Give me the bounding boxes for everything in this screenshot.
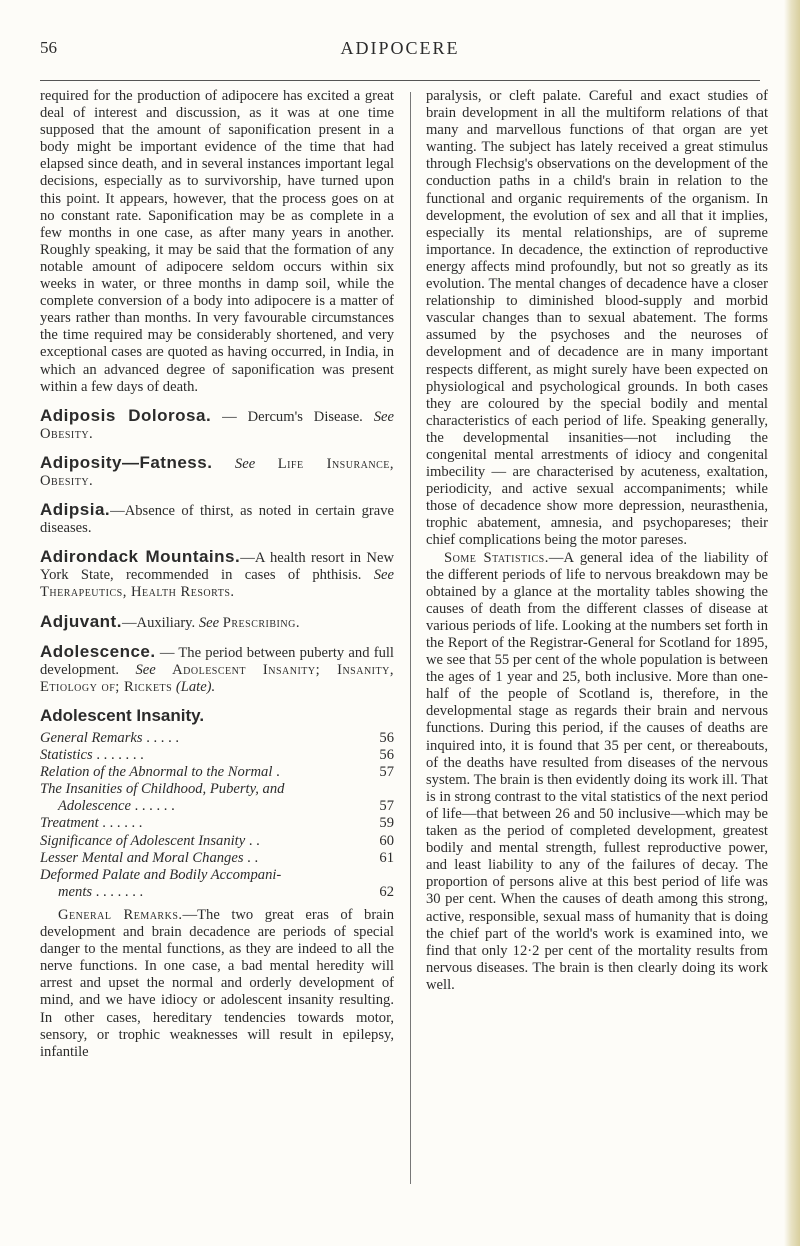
section-heading: Adolescent Insanity. — [40, 705, 205, 725]
paragraph-text: —The two great eras of brain development and brain decadence are periods of special danger to the mental functions, as they are indeed to all the nerve functions. In one case, a bad mental heredity will arrest and upset the normal and orderly development of mind, and we have idiocy or adolescent insanity resulting. In other cases, hereditary tendencies towards motor, sensory, or trophic weaknesses will result in epilepsy, infantile — [40, 906, 394, 1060]
contents-row — [40, 833, 394, 850]
contents-label — [40, 764, 368, 781]
contents-label-text: Treatment — [40, 815, 99, 832]
statistics-paragraph — [426, 550, 768, 994]
right-column — [426, 88, 768, 1218]
contents-label — [40, 730, 368, 747]
page-number: 56 — [40, 38, 57, 57]
contents-label — [40, 867, 368, 884]
column-divider — [410, 92, 411, 1184]
contents-leader-dots: . . . . . . . — [92, 883, 144, 900]
contents-leader-dots: . . — [243, 849, 259, 866]
paragraph-text: —A general idea of the liability of the different periods of life to nervous breakdown may be obtained by a glance at the mortality tables showing the causes of death from the different classes of disease at various periods of life. Looking at the numbers set forth in the Report of the Registrar-General for Scotland for 1895, we see that 55 per cent of the whole population is between the ages of 1 year and 25, both inclusive. More than one-half of the people of Scotland is, therefore, in the developmental stage as regards their brain and nervous functions. During this period, if the causes of deaths are inquired into, it is found that 35 per cent, or thereabouts, of the deaths have resulted from diseases of the nervous system. The brain is then evidently doing its work ill. That is in strong contrast to the vital statistics of the next period of life—that between 26 and 50 inclusive—which may be taken as the period of completed development, greatest bodily and mental strength, fullest reproductive power, and least liability to any of the failures of decay. The proportion of persons alive at this best period of life was 30 per cent. When the causes of death among this strong, active, responsible, sexual mass of humanity that is doing the chief part of the world's work is examined into, we find that only 12·2 per cent of the mortality results from nervous diseases. The brain is then clearly doing its work well. — [426, 549, 768, 993]
contents-row — [40, 781, 394, 798]
entry-head: Adiposity—Fatness. — [40, 452, 213, 472]
entry-head: Adiposis Dolorosa. — [40, 405, 212, 425]
contents-page-number: 57 — [379, 764, 394, 781]
intro-paragraph: required for the production of adipocere has excited a great deal of interest and discussion, as it was at one time supposed that the amount of saponification present in a body might be important evidence of the time that had elapsed since death, and in several instances important legal decisions, especially as to survivorship, have turned upon this point. It appears, however, that the process goes on at no constant rate. Saponification may be as complete in a few months in one case, as after many years in another. Roughly speaking, it may be said that the formation of any notable amount of adipocere seldom occurs within six weeks in water, or three months in damp soil, while the complete conversion of a body into adipocere is a matter of years rather than months. In very favourable circumstances the time required may be considerably shortened, and very exceptional cases are quoted as having occurred, in India, in which an advanced degree of saponification was present within a few days of death. — [40, 88, 394, 395]
continued-paragraph: paralysis, or cleft palate. Careful and exact studies of brain development in all the multiform relations of that many and marvellous functions of that organ are yet wanting. The subject has lately received a great stimulus through Flechsig's observations on the development of the conduction paths in a child's brain in relation to the functional and organic requirements of the organism. In development, the evolution of sex and all that it implies, especially its mental relationships, are of supreme importance. In decadence, the extinction of reproductive energy affects mind profoundly, but not so greatly as its evolution. The mental changes of decadence have a closer relationship to diminished blood-supply and morbid vascular changes than to sexual abatement. The forms assumed by the psychoses and the neuroses of development and of decadence are in many important respects different, as might surely have been expected on physiological and psychological grounds. In both cases they are coloured by the special bodily and mental characteristics of each period of life. Speaking generally, the developmental insanities—not including the congenital mental arrestments of idiocy and congenital imbecility — are characterised by acuteness, exaltation, periodicity, and active sexual accompaniments; while those of decadence show more depression, neurasthenia, trophic abatement, amnesia, and psychopareses; their chief complications being the motor pareses. — [426, 88, 768, 549]
contents-row — [40, 798, 394, 815]
contents-label-text: ments — [58, 883, 93, 900]
contents-leader-dots: . — [272, 764, 280, 781]
contents-page-number: 62 — [379, 883, 394, 900]
cross-reference: Prescribing. — [222, 614, 300, 631]
contents-row — [40, 730, 394, 747]
contents-label — [40, 781, 368, 798]
page-edge — [784, 0, 800, 1246]
contents-label-text: Deformed Palate and Bodily Accompani- — [40, 866, 282, 883]
contents-label — [40, 747, 368, 764]
contents-label-text: Significance of Adolescent Insanity — [40, 832, 246, 849]
paragraph-lead: General Remarks. — [58, 906, 183, 923]
contents-row — [40, 850, 394, 867]
contents-label-text: Adolescence — [58, 798, 131, 815]
contents-leader-dots: . . . . . . — [98, 815, 143, 832]
contents-label — [40, 850, 368, 867]
cross-reference: Therapeutics, Health Resorts. — [40, 584, 235, 601]
entry-text: —Auxiliary. — [121, 614, 199, 631]
contents-row — [40, 764, 394, 781]
running-title: ADIPOCERE — [340, 38, 460, 58]
entry-head: Adjuvant. — [40, 611, 122, 631]
cross-reference: Adolescent Insanity; Insanity, Etiology of; Rickets — [40, 661, 394, 695]
contents-label-text: Lesser Mental and Moral Changes — [40, 849, 244, 866]
entry-adiposity — [40, 454, 394, 490]
contents-label-text: The Insanities of Childhood, Puberty, and — [40, 781, 285, 798]
contents-list — [40, 730, 394, 901]
entry-adolescence — [40, 643, 394, 696]
contents-row — [40, 747, 394, 764]
see-label: See — [234, 455, 256, 472]
contents-label — [40, 833, 368, 850]
contents-label — [40, 815, 368, 832]
header-rule — [40, 80, 760, 81]
entry-adjuvant — [40, 613, 394, 632]
see-label: See — [135, 661, 156, 678]
see-label: See — [373, 408, 394, 425]
contents-leader-dots: . . . . . — [142, 730, 180, 746]
paragraph-lead: Some Statistics. — [444, 549, 549, 566]
entry-head: Adipsia. — [40, 500, 111, 520]
contents-leader-dots: . . . . . . — [130, 798, 175, 815]
general-remarks-paragraph — [40, 907, 394, 1061]
contents-page-number: 59 — [379, 815, 394, 832]
contents-page-number: 57 — [379, 798, 394, 815]
contents-label-text: Relation of the Abnormal to the Normal — [40, 764, 273, 781]
cross-reference: Obesity. — [40, 425, 94, 442]
contents-row — [40, 867, 394, 884]
contents-leader-dots: . . . . . . . — [92, 747, 144, 764]
entry-text: —Absence of thirst, as noted in certain grave diseases. — [40, 503, 394, 537]
contents-label-text: General Remarks — [40, 730, 143, 746]
page-header — [40, 38, 760, 62]
entry-text: — The period between puberty and full development. — [40, 644, 394, 678]
entry-adiposis — [40, 407, 394, 443]
cross-reference: Life Insurance, Obesity. — [40, 455, 394, 489]
contents-leader-dots: . . — [245, 832, 260, 849]
entry-adirondack — [40, 548, 394, 601]
contents-row — [40, 884, 394, 901]
contents-page-number: 56 — [379, 747, 394, 764]
entry-head: Adolescence. — [40, 641, 156, 661]
see-label: See — [198, 614, 220, 631]
contents-label — [40, 884, 368, 901]
contents-row — [40, 815, 394, 832]
entry-text: —A health resort in New York State, recommended in cases of phthisis. — [40, 550, 394, 584]
entry-head: Adirondack Mountains. — [40, 547, 241, 567]
contents-page-number: 56 — [379, 730, 394, 746]
contents-page-number: 60 — [379, 832, 394, 849]
see-label: See — [373, 567, 394, 584]
contents-label — [40, 798, 368, 815]
left-column — [40, 88, 394, 1218]
entry-text: — Dercum's Disease. — [211, 408, 374, 425]
entry-adipsia — [40, 501, 394, 537]
contents-page-number: 61 — [379, 849, 394, 866]
contents-label-text: Statistics — [40, 747, 93, 764]
cross-reference-late: (Late). — [175, 678, 216, 695]
